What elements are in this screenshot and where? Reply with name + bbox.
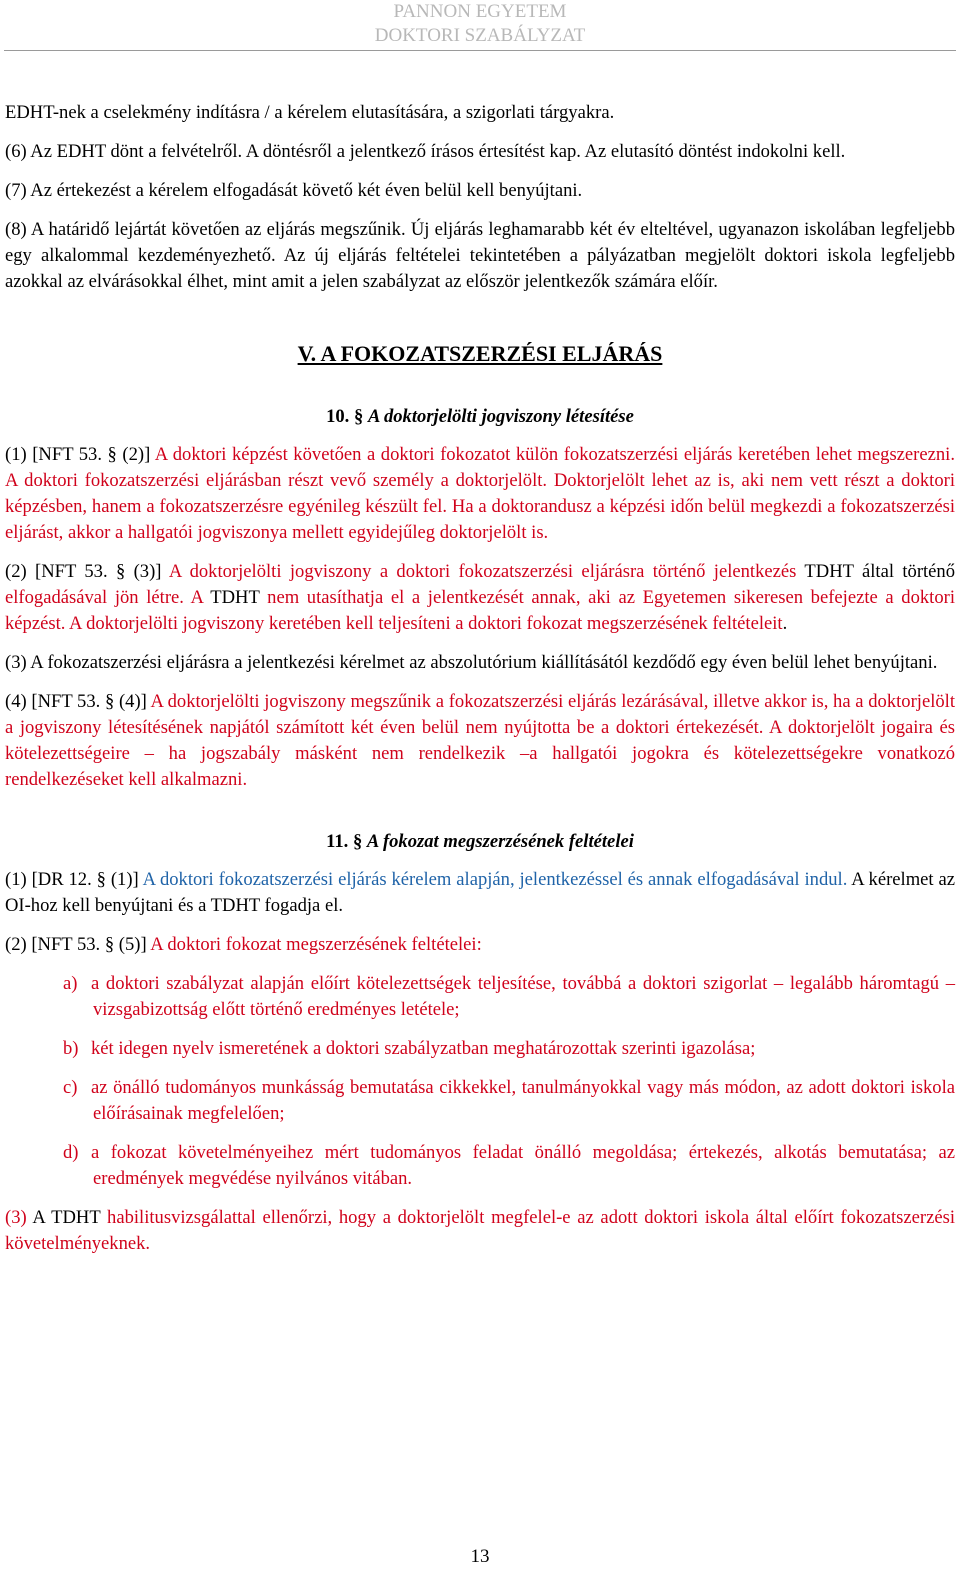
list-text: két idegen nyelv ismeretének a doktori szabályzatban meghatározottak szerinti igazolása; (91, 1038, 756, 1059)
header-university: PANNON EGYETEM (393, 1, 567, 22)
list-text: a doktori szabályzat alapján előírt kötelezettségek teljesítése, továbbá a doktori szigorlat – legalább háromtagú – vizsgabizottság előtt történő eredményes letétele; (91, 973, 955, 1020)
legal-reference: (4) [NFT 53. § (4)] (5, 691, 147, 712)
paragraph-continuation: EDHT-nek a cselekmény indításra / a kérelem elutasítására, a szigorlati tárgyakra. (5, 102, 615, 123)
list-label: d) (63, 1142, 79, 1163)
page-header (0, 0, 960, 48)
s11-paragraph-2 (5, 932, 955, 958)
legal-reference: (1) [DR 12. § (1)] (5, 869, 139, 890)
highlighted-text: A doktori képzést követően a doktori fokozatot külön fokozatszerzési eljárás keretében lehet megszerezni. A doktori fokozatszerzési eljárásban részt vevő személy a doktorjelölt. Doktorjelölt lehet az is, aki nem vett részt a doktori képzésben, hanem a fokozatszerzésre egyénileg készült fel. Ha a doktorandusz a képzési időn belül megkezdi a fokozatszerzési eljárást, akkor a hallgatói jogviszonya mellett egyidejűleg doktorjelölt is. (5, 444, 955, 543)
list-label: b) (63, 1038, 79, 1059)
plain-text: . (782, 613, 788, 634)
s11-paragraph-1 (5, 867, 955, 919)
plain-text: A kérelmet az OI-hoz kell benyújtani és a TDHT fogadja el. (5, 869, 956, 916)
s10-paragraph-1 (5, 442, 955, 546)
s10-paragraph-4 (5, 689, 955, 793)
list-item-b (5, 1036, 955, 1062)
chapter-heading: V. A FOKOZATSZERZÉSI ELJÁRÁS (297, 341, 663, 366)
section-title: A doktorjelölti jogviszony létesítése (367, 406, 634, 427)
section-10-heading (5, 404, 955, 430)
list-label: c) (63, 1077, 78, 1098)
s11-paragraph-3 (5, 1205, 955, 1257)
s10-paragraph-3: (3) A fokozatszerzési eljárásra a jelentkezési kérelmet az abszolutórium kiállításától kezdődő egy éven belül lehet benyújtani. (5, 652, 938, 673)
s10-paragraph-2 (5, 559, 955, 637)
section-sign: § (353, 406, 364, 427)
section-sign: § (352, 831, 363, 852)
highlighted-text: A doktori fokozat megszerzésének feltételei: (150, 934, 482, 955)
paragraph-7: (7) Az értekezést a kérelem elfogadását követő két éven belül kell benyújtani. (5, 180, 583, 201)
page-number: 13 (470, 1546, 490, 1567)
legal-reference: (2) [NFT 53. § (3)] (5, 561, 162, 582)
highlighted-text: elfogadásával jön létre. A (5, 587, 203, 608)
highlighted-text: nem utasíthatja el a jelentkezését annak, aki az Egyetemen sikeresen befejezte a doktori képzést. A doktorjelölti jogviszony keretében kell teljesíteni a doktori fokozat megszerzésének feltételeit (5, 587, 956, 634)
list-text: a fokozat követelményeihez mért tudományos feladat önálló megoldása; értekezés, alkotás bemutatása; az eredmények megvédése nyilvános vitában. (91, 1142, 955, 1189)
highlighted-text: A doktorjelölti jogviszony megszűnik a fokozatszerzési eljárás lezárásával, illetve akkor is, ha a doktorjelölt a jogviszony létesítésének napjától számított két éven belül nem nyújtotta be a doktori értekezését. A doktorjelölt jogaira és kötelezettségeire – ha jogszabály másként nem rendelkezik –a hallgatói jogokra és kötelezettségekre vonatkozó rendelkezéseket kell alkalmazni. (5, 691, 955, 790)
plain-text: A TDHT (32, 1207, 101, 1228)
section-11-heading (5, 829, 955, 855)
highlighted-text: habilitusvizsgálattal ellenőrzi, hogy a doktorjelölt megfelel-e az adott doktori iskola által előírt fokozatszerzési követelményeknek. (5, 1207, 956, 1254)
highlighted-text: A doktorjelölti jogviszony a doktori fokozatszerzési eljárásra történő jelentkezés (168, 561, 797, 582)
plain-text: TDHT (210, 587, 260, 608)
list-text: az önálló tudományos munkásság bemutatása cikkekkel, tanulmányokkal vagy más módon, az adott doktori iskola előírásainak megfelelően; (91, 1077, 955, 1124)
paragraph-8: (8) A határidő lejártát követően az eljárás megszűnik. Új eljárás leghamarabb két év elteltével, ugyanazon iskolában legfeljebb egy alkalommal kezdeményezhető. Az új eljárás feltételei tekintetében a pályázatban megjelölt doktori iskola legfeljebb azokkal az elvárásokkal élhet, mint amit a jelen szabályzat az először jelentkezők számára előír. (5, 219, 955, 292)
section-number: 11. (326, 831, 349, 852)
list-label: a) (63, 973, 78, 994)
header-divider (4, 50, 956, 51)
highlighted-text-blue: A doktori fokozatszerzési eljárás kérelem alapján, jelentkezéssel és annak elfogadásával indul. (142, 869, 848, 890)
plain-text: TDHT által történő (804, 561, 956, 582)
section-title: A fokozat megszerzésének feltételei (366, 831, 634, 852)
list-item-d (5, 1140, 955, 1192)
page-body (5, 100, 955, 1270)
section-number: 10. (326, 406, 350, 427)
list-item-c (5, 1075, 955, 1127)
legal-reference: (1) [NFT 53. § (2)] (5, 444, 151, 465)
highlighted-text: (3) (5, 1207, 27, 1228)
legal-reference: (2) [NFT 53. § (5)] (5, 934, 147, 955)
paragraph-6: (6) Az EDHT dönt a felvételről. A döntésről a jelentkező írásos értesítést kap. Az elutasító döntést indokolni kell. (5, 141, 846, 162)
header-document-title: DOKTORI SZABÁLYZAT (374, 25, 586, 46)
list-item-a (5, 971, 955, 1023)
